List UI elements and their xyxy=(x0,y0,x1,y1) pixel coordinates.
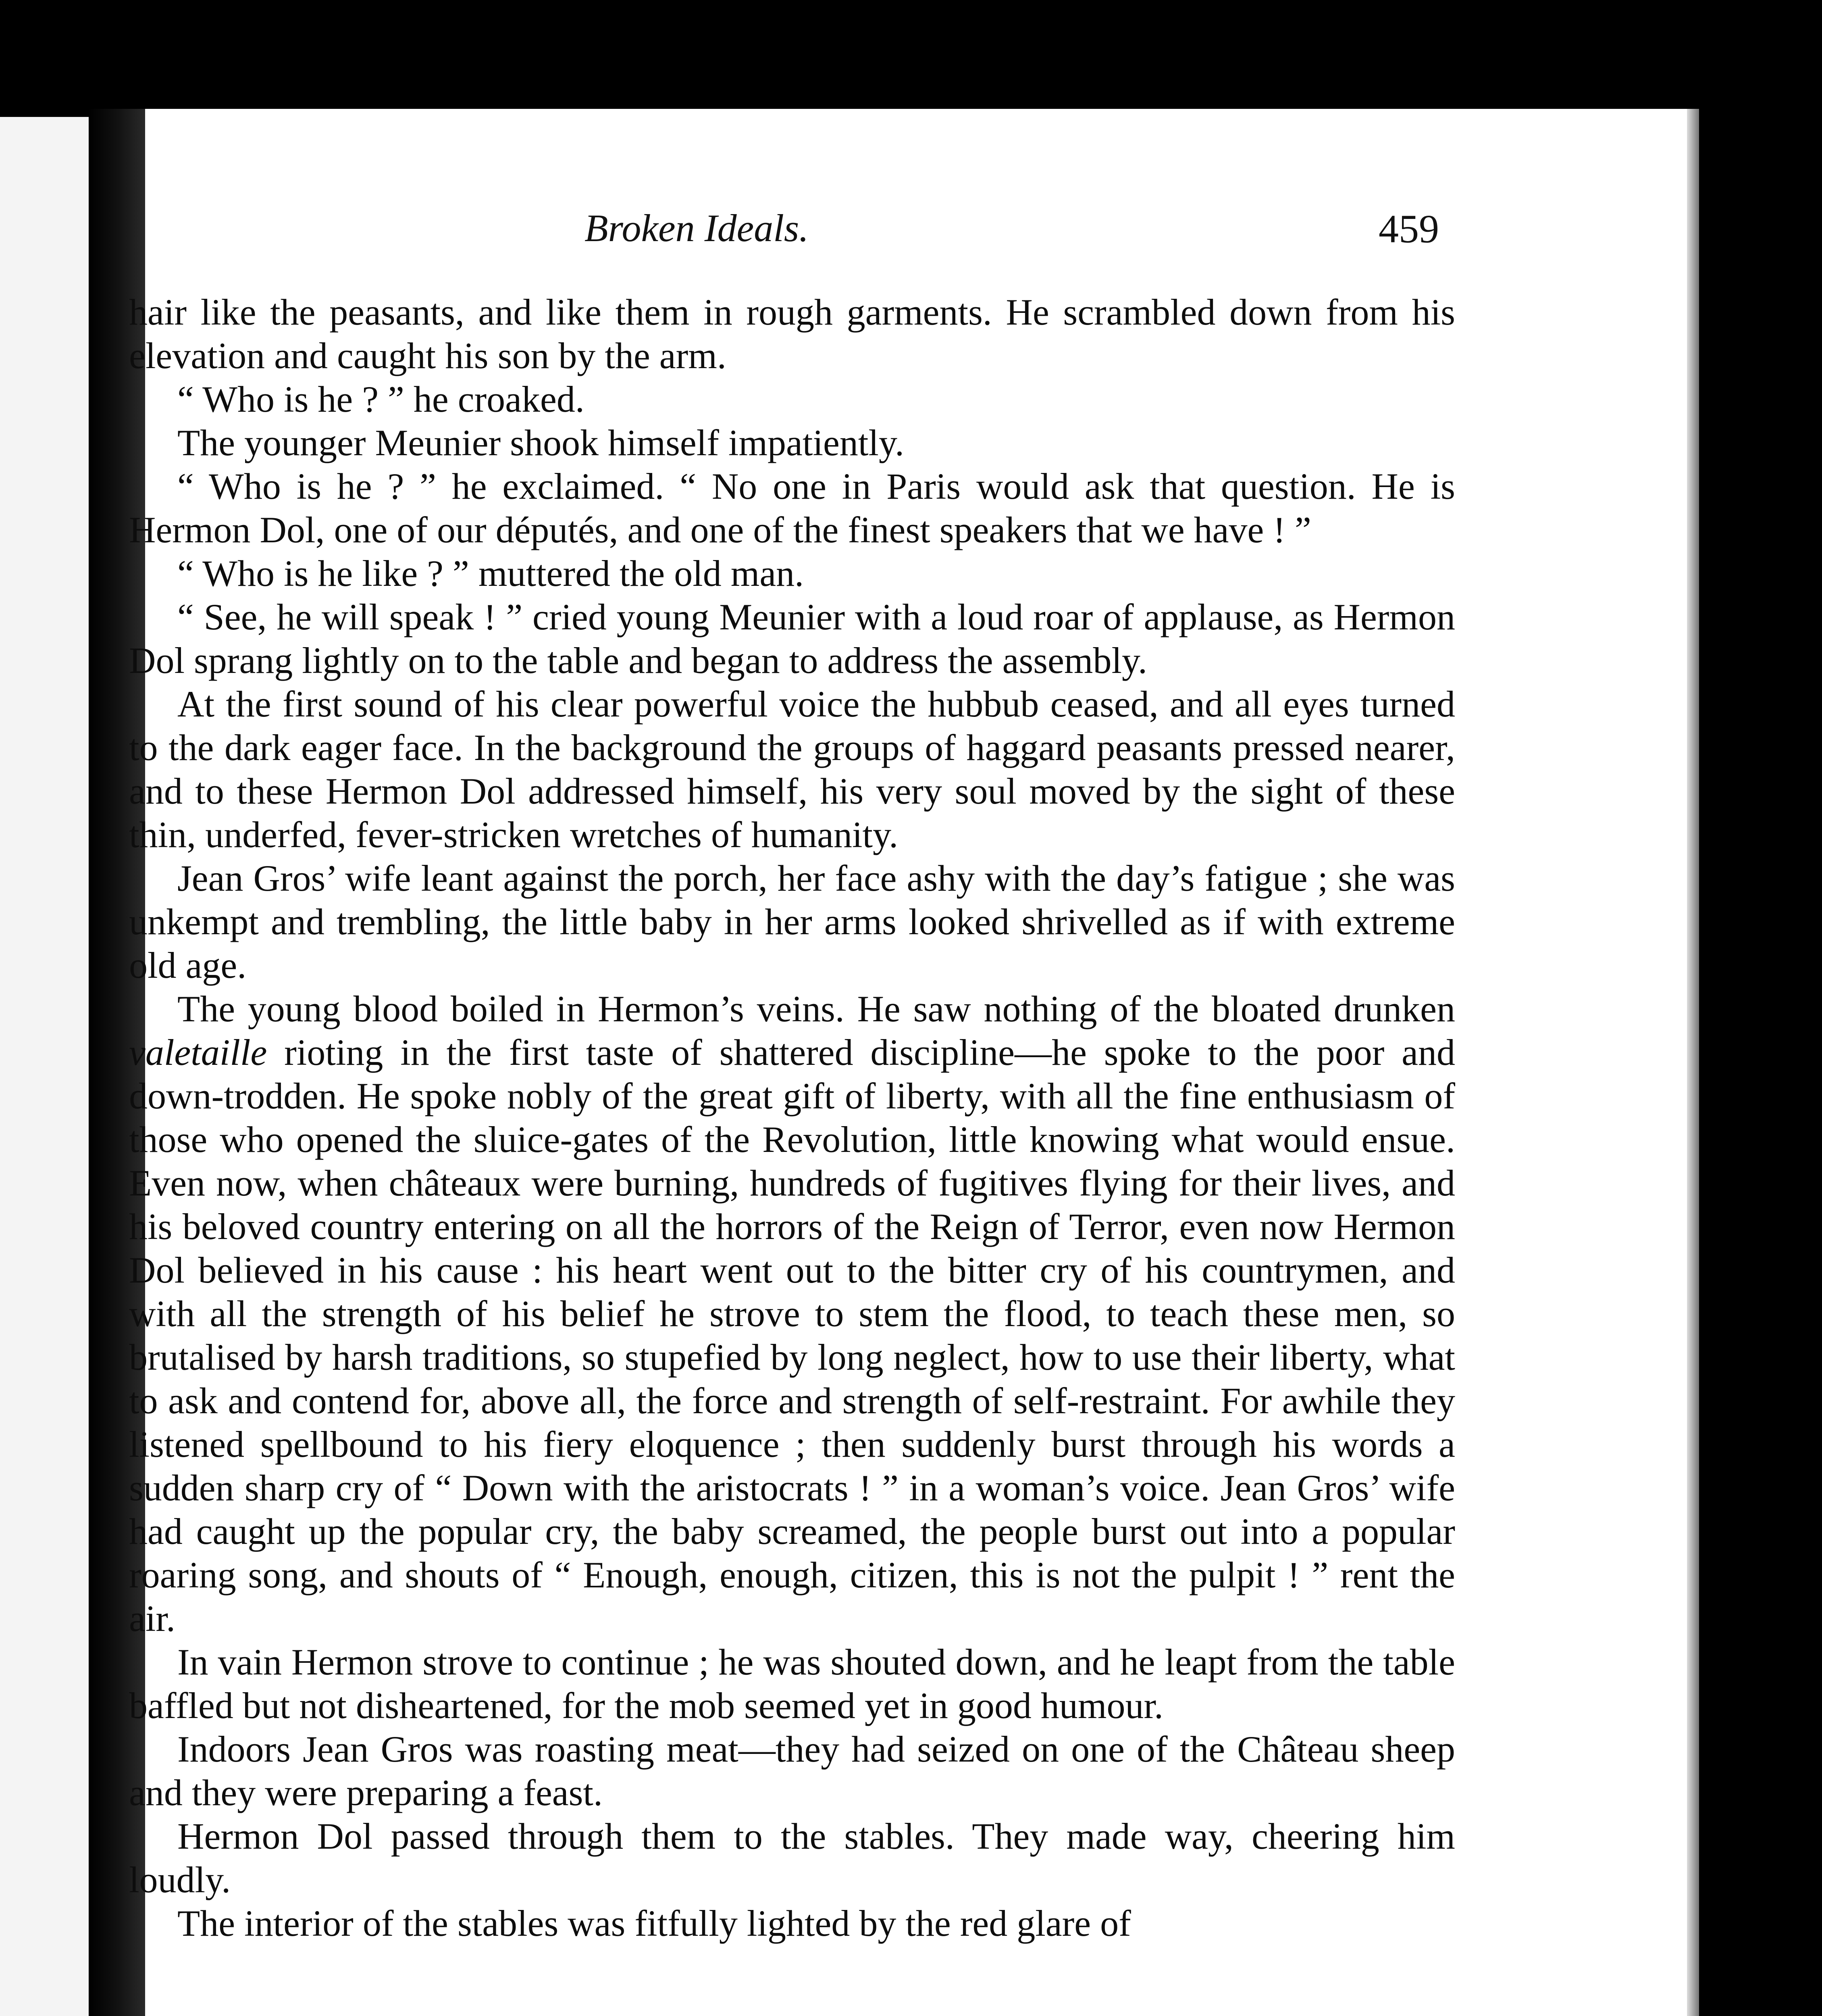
paragraph: “ Who is he ? ” he exclaimed. “ No one in Paris would ask that question. He is Hermon Dol, one of our députés, and one of the finest speakers that we have ! ” xyxy=(129,466,1455,550)
paragraph: “ See, he will speak ! ” cried young Meunier with a loud roar of applause, as Hermon Dol sprang lightly on to the table and began to address the assembly. xyxy=(129,596,1455,681)
paragraph: In vain Hermon strove to continue ; he was shouted down, and he leapt from the table baffled but not disheartened, for the mob seemed yet in good humour. xyxy=(129,1641,1455,1726)
paragraph: Indoors Jean Gros was roasting meat—they had seized on one of the Château sheep and they were preparing a feast. xyxy=(129,1729,1455,1813)
page-header xyxy=(129,206,1443,266)
paragraph: The younger Meunier shook himself impatiently. xyxy=(177,422,904,463)
paragraph: hair like the peasants, and like them in rough garments. He scrambled down from his elevation and caught his son by the arm. xyxy=(129,292,1455,376)
paragraph-text: rioting in the first taste of shattered discipline—he spoke to the poor and down-trodden. He spoke nobly of the great gift of liberty, with all the fine enthusiasm of those who opened the sluice-gates of the Revolution, little knowing what would ensue. Even now, when châteaux were burning, hundreds of fugitives flying for their lives, and his beloved country entering on all the horrors of the Reign of Terror, even now Hermon Dol believed in his cause : his heart went out to the bitter cry of his countrymen, and with all the strength of his belief he strove to stem the flood, to teach these men, so brutalised by harsh traditions, so stupefied by long neglect, how to use their liberty, what to ask and contend for, above all, the force and strength of self-restraint. For awhile they listened spellbound to his fiery eloquence ; then suddenly burst through his words a sudden sharp cry of “ Down with the aristocrats ! ” in a woman’s voice. Jean Gros’ wife had caught up the popular cry, the baby screamed, the people burst out into a popular roaring song, and shouts of “ Enough, enough, citizen, this is not the pulpit ! ” rent the air. xyxy=(129,1032,1455,1639)
paragraph: “ Who is he like ? ” muttered the old man. xyxy=(177,553,804,594)
paragraph: Jean Gros’ wife leant against the porch, her face ashy with the day’s fatigue ; she was unkempt and trembling, the little baby in her arms looked shrivelled as if with extreme old age. xyxy=(129,858,1455,986)
page-right-edge xyxy=(1687,109,1699,2016)
paragraph: Hermon Dol passed through them to the stables. They made way, cheering him loudly. xyxy=(129,1816,1455,1900)
italic-word: valetaille xyxy=(129,1032,267,1073)
paragraph-text: The young blood boiled in Hermon’s veins. He saw nothing of the bloated drunken xyxy=(177,988,1455,1029)
paragraph: The interior of the stables was fitfully lighted by the red glare of xyxy=(177,1903,1131,1944)
body-text xyxy=(129,290,1455,1945)
running-title: Broken Ideals. xyxy=(584,206,809,250)
page-number: 459 xyxy=(1379,206,1439,251)
paragraph: At the first sound of his clear powerful voice the hubbub ceased, and all eyes turned to the dark eager face. In the background the groups of haggard peasants pressed nearer, and to these Hermon Dol addressed himself, his very soul moved by the sight of these thin, underfed, fever-stricken wretches of humanity. xyxy=(129,683,1455,855)
paragraph xyxy=(129,987,1455,1640)
paragraph: “ Who is he ? ” he croaked. xyxy=(177,379,584,420)
